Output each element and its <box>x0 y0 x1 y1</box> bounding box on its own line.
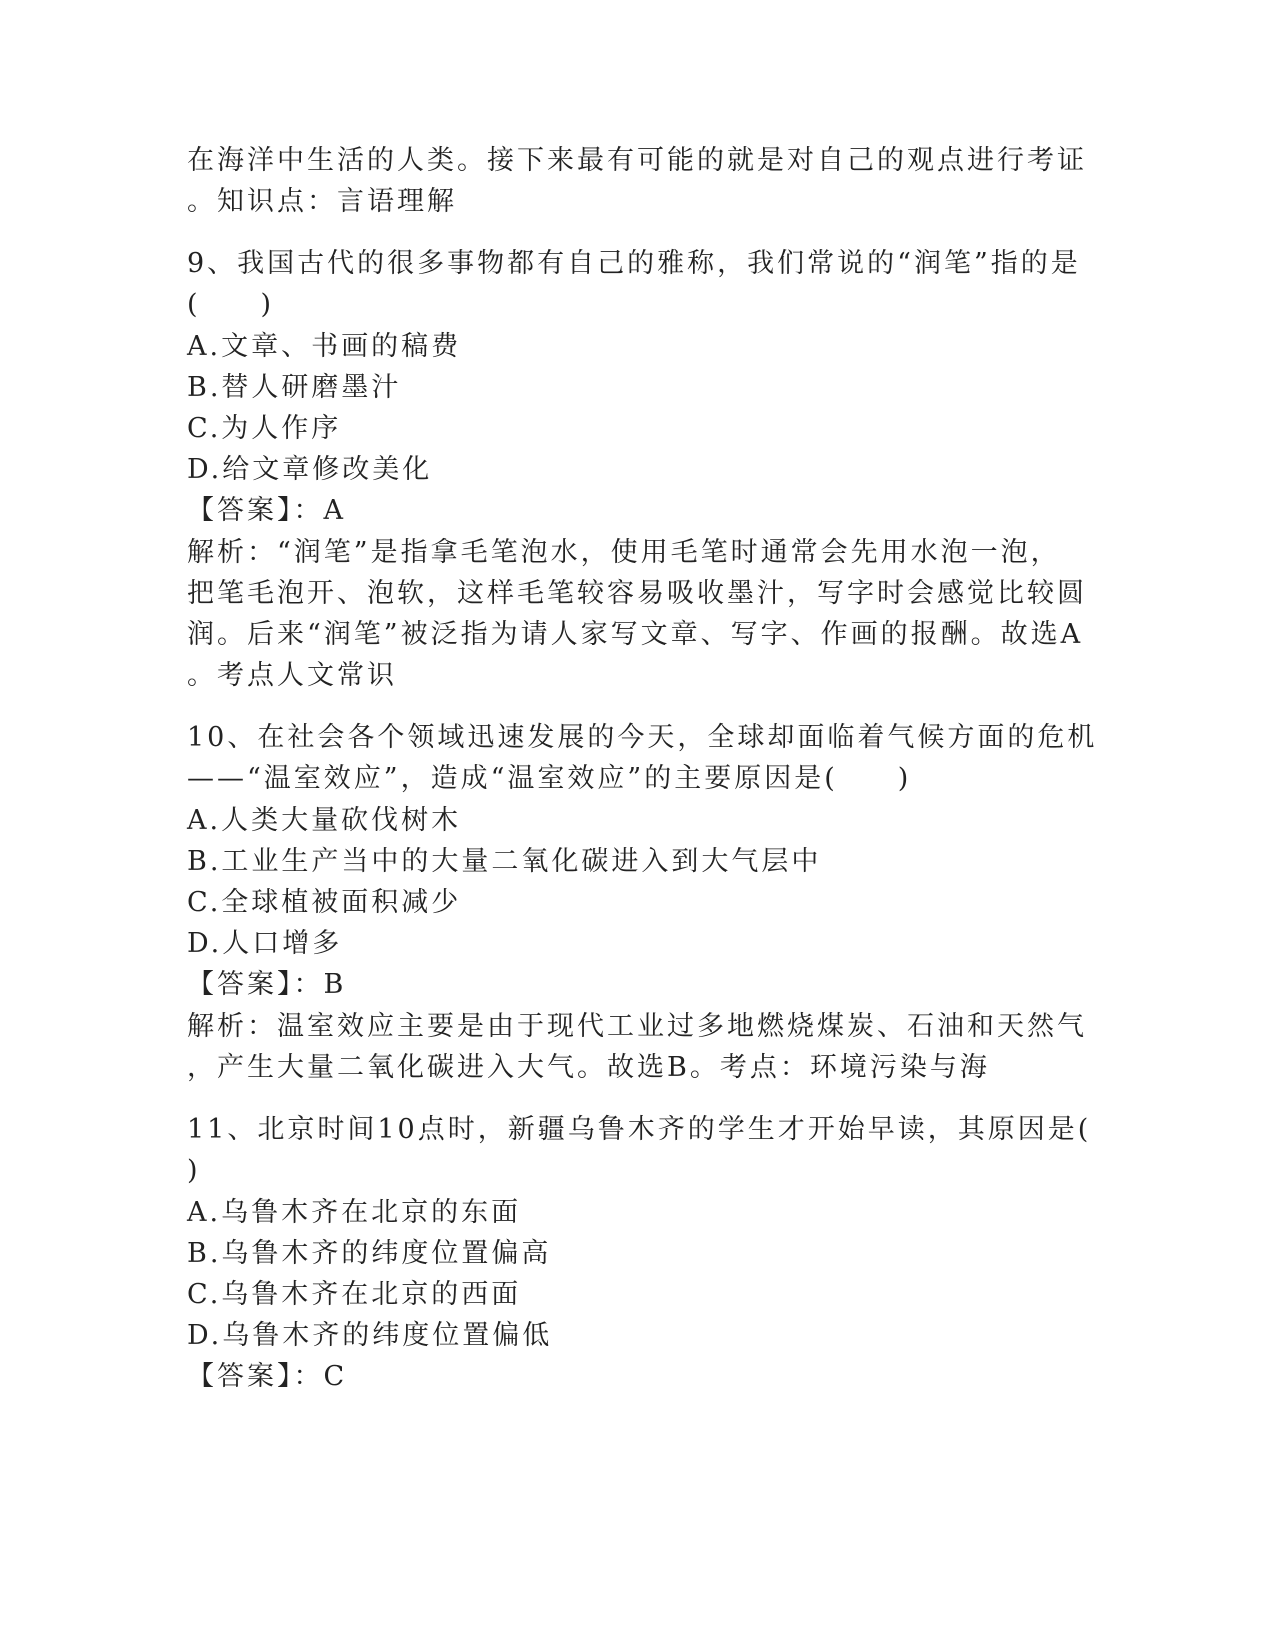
question-10-option-d: D.人口增多 <box>187 928 343 959</box>
question-10-option-b: B.工业生产当中的大量二氧化碳进入到大气层中 <box>187 846 822 877</box>
question-11-answer: 【答案】：C <box>187 1361 348 1392</box>
question-10-stem-line-1: 10、在社会各个领域迅速发展的今天，全球却面临着气候方面的危机 <box>187 722 1098 753</box>
question-9-analysis-line-4: 。考点人文常识 <box>187 660 397 691</box>
question-10-answer: 【答案】：B <box>187 969 347 1000</box>
question-10-analysis-line-1: 解析：温室效应主要是由于现代工业过多地燃烧煤炭、石油和天然气 <box>187 1011 1087 1042</box>
question-11-stem-line-2: ) <box>187 1155 201 1186</box>
continuation-line-2: 。知识点：言语理解 <box>187 186 457 217</box>
question-9-stem-line-2: ( ) <box>187 289 275 320</box>
question-9-option-d: D.给文章修改美化 <box>187 454 433 485</box>
question-11-option-d: D.乌鲁木齐的纬度位置偏低 <box>187 1320 553 1351</box>
question-9-option-b: B.替人研磨墨汁 <box>187 372 402 403</box>
continuation-line-1: 在海洋中生活的人类。接下来最有可能的就是对自己的观点进行考证 <box>187 145 1087 176</box>
question-11-option-a: A.乌鲁木齐在北京的东面 <box>187 1197 522 1228</box>
question-10-analysis-line-2: ，产生大量二氧化碳进入大气。故选B。考点：环境污染与海 <box>187 1052 990 1083</box>
question-11-option-b: B.乌鲁木齐的纬度位置偏高 <box>187 1238 552 1269</box>
question-10-option-a: A.人类大量砍伐树木 <box>187 805 462 836</box>
question-9-option-a: A.文章、书画的稿费 <box>187 331 462 362</box>
question-11-stem-line-1: 11、北京时间10点时，新疆乌鲁木齐的学生才开始早读，其原因是( <box>187 1114 1092 1145</box>
question-9-stem-line-1: 9、我国古代的很多事物都有自己的雅称，我们常说的“润笔”指的是 <box>187 248 1081 279</box>
question-9-analysis-line-3: 润。后来“润笔”被泛指为请人家写文章、写字、作画的报酬。故选A <box>187 619 1084 650</box>
question-11-option-c: C.乌鲁木齐在北京的西面 <box>187 1279 522 1310</box>
question-9-analysis-line-1: 解析：“润笔”是指拿毛笔泡水，使用毛笔时通常会先用水泡一泡， <box>187 537 1061 568</box>
question-10-stem-line-2: ——“温室效应”，造成“温室效应”的主要原因是( ) <box>187 763 912 794</box>
question-9-answer: 【答案】：A <box>187 495 346 526</box>
question-9-option-c: C.为人作序 <box>187 413 342 444</box>
question-9-analysis-line-2: 把笔毛泡开、泡软，这样毛笔较容易吸收墨汁，写字时会感觉比较圆 <box>187 578 1087 609</box>
question-10-option-c: C.全球植被面积减少 <box>187 887 462 918</box>
